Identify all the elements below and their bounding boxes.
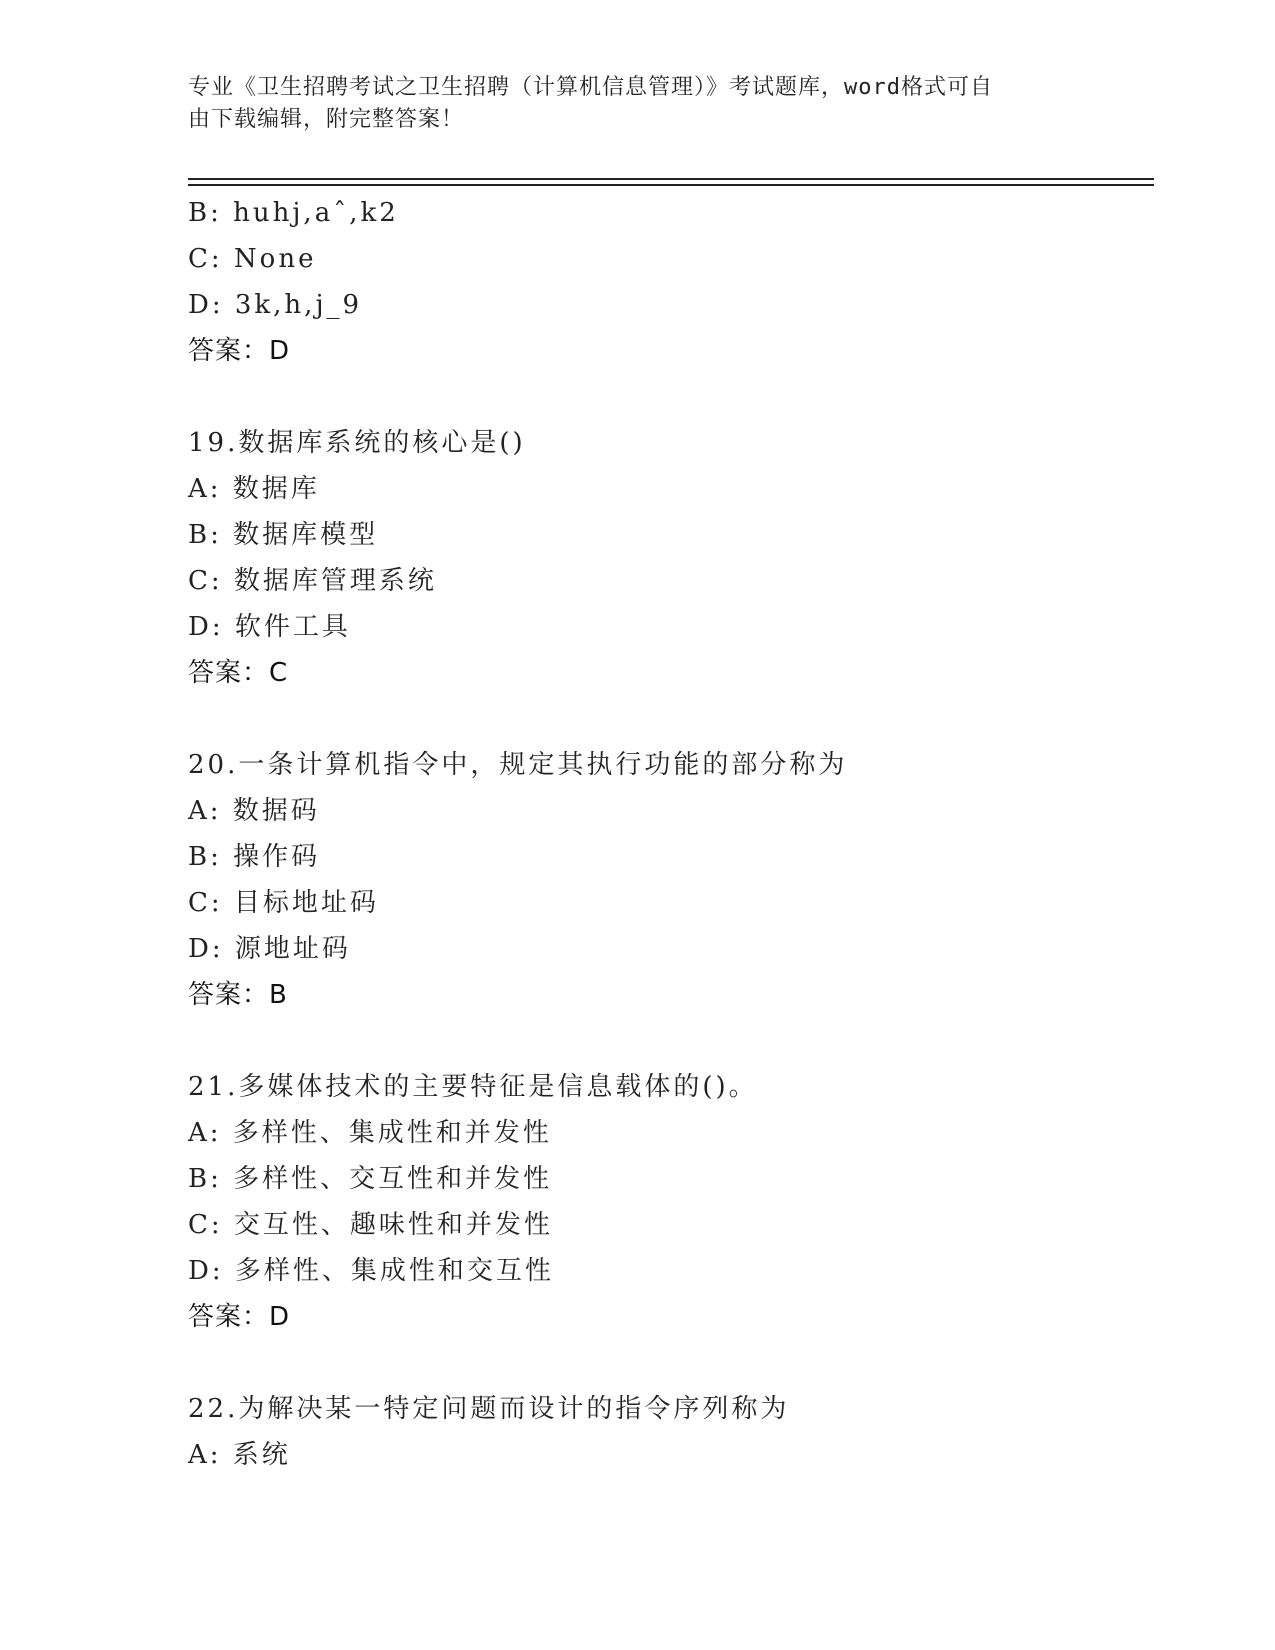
option-d: D: 3k,h,j_9 bbox=[188, 290, 363, 320]
option-c: C: 数据库管理系统 bbox=[188, 566, 437, 596]
question-stem: 22.为解决某一特定问题而设计的指令序列称为 bbox=[188, 1394, 790, 1424]
answer-line: 答案：D bbox=[188, 336, 291, 366]
option-c: C: None bbox=[188, 244, 317, 274]
option-a: A: 系统 bbox=[188, 1440, 291, 1470]
option-d: D: 软件工具 bbox=[188, 612, 351, 642]
option-d: D: 多样性、集成性和交互性 bbox=[188, 1256, 554, 1286]
header-line-2: 由下载编辑，附完整答案！ bbox=[188, 107, 465, 132]
option-b: B: 操作码 bbox=[188, 842, 321, 872]
option-a: A: 数据码 bbox=[188, 796, 320, 826]
answer-line: 答案：D bbox=[188, 1302, 291, 1332]
option-c: C: 交互性、趣味性和并发性 bbox=[188, 1210, 553, 1240]
answer-line: 答案：B bbox=[188, 980, 288, 1010]
question-18-continuation bbox=[188, 190, 1148, 374]
question-19 bbox=[188, 420, 1148, 696]
header-divider-top bbox=[188, 178, 1154, 180]
document-header bbox=[188, 72, 1068, 136]
question-22 bbox=[188, 1386, 1148, 1478]
question-20 bbox=[188, 742, 1148, 1018]
question-21 bbox=[188, 1064, 1148, 1340]
question-stem: 19.数据库系统的核心是() bbox=[188, 428, 526, 458]
answer-line: 答案：C bbox=[188, 658, 289, 688]
header-line-1: 专业《卫生招聘考试之卫生招聘（计算机信息管理）》考试题库，word格式可自 bbox=[188, 75, 993, 100]
header-divider-bottom bbox=[188, 184, 1154, 186]
option-b: B: 数据库模型 bbox=[188, 520, 379, 550]
option-b: B: 多样性、交互性和并发性 bbox=[188, 1164, 553, 1194]
option-a: A: 多样性、集成性和并发性 bbox=[188, 1118, 552, 1148]
question-list bbox=[188, 190, 1148, 1478]
option-c: C: 目标地址码 bbox=[188, 888, 379, 918]
question-stem: 21.多媒体技术的主要特征是信息载体的()。 bbox=[188, 1072, 758, 1102]
option-b: B: huhj,aˆ,k2 bbox=[188, 198, 399, 228]
question-stem: 20.一条计算机指令中，规定其执行功能的部分称为 bbox=[188, 750, 848, 780]
option-d: D: 源地址码 bbox=[188, 934, 351, 964]
option-a: A: 数据库 bbox=[188, 474, 320, 504]
